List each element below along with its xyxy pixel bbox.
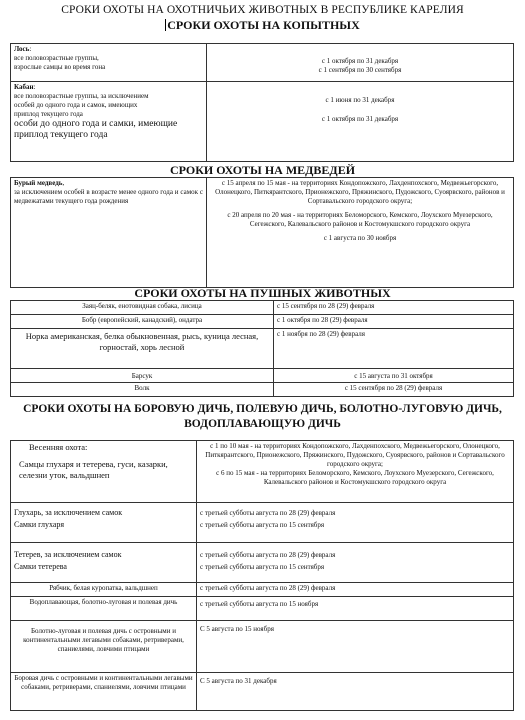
hazel-term: с третьей субботы августа по 28 (29) февраля	[197, 583, 514, 597]
forest-dogs-desc: Боровая дичь с островными и континентальными легавыми собаками, ретриверами, спаниелями, ловчими птицами	[11, 673, 197, 711]
table-row	[11, 329, 514, 369]
capercaillie-cell	[11, 503, 197, 543]
bear-term: с 1 августа по 30 ноября	[323, 234, 397, 242]
bears-section-title: СРОКИ ОХОТЫ НА МЕДВЕДЕЙ	[169, 163, 356, 177]
capercaillie-desc: Глухарь, за исключением самок	[14, 508, 123, 517]
birds-table	[10, 440, 514, 711]
grouse-desc: Тетерев, за исключением самок	[14, 550, 122, 559]
fur-term: с 1 октября по 28 (29) февраля	[274, 315, 514, 329]
grouse-term: с третьей субботы августа по 15 сентября	[200, 563, 325, 571]
boar-term: с 1 октября по 31 декабря	[321, 115, 399, 123]
grouse-term: с третьей субботы августа по 28 (29) февраля	[200, 551, 336, 559]
boar-cell: Кабан: все половозрастные группы, за исключением особей до одного года и самок, имеющих приплод текущего года особи до одного года и самки, имеющие приплод текущего года	[11, 82, 207, 162]
elk-term: с 1 октября по 31 декабря	[321, 57, 399, 65]
grouse-desc: Самки тетерева	[14, 562, 67, 571]
boar-name: Кабан	[14, 83, 34, 91]
water-desc: Водоплавающая, болотно-луговая и полевая дичь	[11, 597, 197, 621]
table-row	[11, 583, 514, 597]
forest-dogs-term: С 5 августа по 31 декабря	[197, 673, 514, 711]
capercaillie-desc: Самки глухаря	[14, 520, 65, 529]
boar-desc: все половозрастные группы, за исключением	[14, 92, 149, 100]
hoofed-section-title	[0, 18, 525, 33]
table-row	[11, 673, 514, 711]
elk-term-cell	[207, 44, 514, 82]
fur-table	[10, 300, 514, 397]
spring-term: с 1 по 10 мая - на территориях Кондопожского, Лахденпохского, Медвежьегорского, Олонецкого, Питкярантского, Прионежского, Пряжинского, Пудожского, Суоярвского, районов и Сортавальского городского округа;	[205, 442, 505, 468]
table-row	[11, 44, 514, 82]
marsh-dogs-term: С 5 августа по 15 ноября	[197, 621, 514, 673]
marsh-dogs-desc: Болотно-луговая и полевая дичь с островными и континентальными легавыми собаками, ретриверами, спаниелями, ловчими птицами	[11, 621, 197, 673]
table-row	[11, 543, 514, 583]
boar-desc: особи до одного года и самки, имеющие	[14, 119, 178, 129]
hoofed-table	[10, 43, 514, 162]
table-row	[11, 441, 514, 503]
boar-desc: приплод текущего года	[14, 110, 83, 118]
capercaillie-term: с третьей субботы августа по 15 сентября	[200, 521, 325, 529]
spring-cell	[11, 441, 197, 503]
table-row	[11, 597, 514, 621]
table-row	[11, 82, 514, 162]
fur-animal: Волк	[11, 383, 274, 397]
birds-section-title-line2: ВОДОПЛАВАЮЩУЮ ДИЧЬ	[184, 418, 341, 430]
bear-desc: за исключением особей в возрасте менее одного года и самок с медвежатами текущего года рождения	[14, 188, 203, 205]
bear-name: Бурый медведь	[14, 179, 63, 187]
bears-table	[10, 177, 514, 288]
fur-term: с 15 сентября по 28 (29) февраля	[274, 301, 514, 315]
grouse-term-cell	[197, 543, 514, 583]
table-row	[11, 178, 514, 288]
spring-label: Весенняя охота:	[29, 442, 88, 452]
table-row	[11, 315, 514, 329]
fur-term: с 15 сентября по 28 (29) февраля	[274, 383, 514, 397]
grouse-cell	[11, 543, 197, 583]
table-row	[11, 503, 514, 543]
boar-term-cell	[207, 82, 514, 162]
birds-section-title-line1: СРОКИ ОХОТЫ НА БОРОВУЮ ДИЧЬ, ПОЛЕВУЮ ДИЧЬ, БОЛОТНО-ЛУГОВУЮ ДИЧЬ,	[23, 403, 502, 415]
fur-term: с 1 ноября по 28 (29) февраля	[274, 329, 514, 369]
elk-desc: все половозрастные группы,	[14, 54, 99, 62]
fur-animal: Норка американская, белка обыкновенная, рысь, куница лесная, горностай, хорь лесной	[11, 329, 274, 369]
hoofed-title-text: СРОКИ ОХОТЫ НА КОПЫТНЫХ	[167, 18, 360, 32]
table-row	[11, 301, 514, 315]
capercaillie-term-cell	[197, 503, 514, 543]
hazel-desc: Рябчик, белая куропатка, вальдшнеп	[11, 583, 197, 597]
table-row	[11, 621, 514, 673]
bear-term: с 15 апреля по 15 мая - на территориях Кондопожского, Лахденпохского, Медвежьегорского, Олонецкого, Питкярантского, Прионежского, Пряжинского, Пудожского, Суоярвского, районов и Сортавальского городского округа;	[215, 179, 505, 205]
spring-desc: Самцы глухаря и тетерева, гуси, казарки, селезни уток, вальдшнеп	[19, 459, 168, 480]
capercaillie-term: с третьей субботы августа по 28 (29) февраля	[200, 509, 336, 517]
bear-term: с 20 апреля по 20 мая - на территориях Беломорского, Кемского, Лоухского Муезерского, Сегежского, Калевальского районов и Костомукшского городского округа	[227, 211, 493, 228]
bear-cell: Бурый медведь, за исключением особей в возрасте менее одного года и самок с медвежатами текущего года рождения	[11, 178, 207, 288]
elk-cell: Лось: все половозрастные группы, взрослые самцы во время гона	[11, 44, 207, 82]
bear-term-cell	[207, 178, 514, 288]
table-row	[11, 383, 514, 397]
water-term: с третьей субботы августа по 15 ноября	[197, 597, 514, 621]
fur-section-title: СРОКИ ОХОТЫ НА ПУШНЫХ ЖИВОТНЫХ	[134, 286, 391, 300]
elk-desc: взрослые самцы во время гона	[14, 63, 106, 71]
main-title: СРОКИ ОХОТЫ НА ОХОТНИЧЬИХ ЖИВОТНЫХ В РЕСПУБЛИКЕ КАРЕЛИЯ	[61, 4, 464, 16]
boar-desc: особей до одного года и самок, имеющих	[14, 101, 138, 109]
elk-term: с 1 сентября по 30 сентября	[318, 66, 402, 74]
fur-animal: Бобр (европейский, канадский), ондатра	[11, 315, 274, 329]
table-row	[11, 369, 514, 383]
boar-desc: приплод текущего года	[14, 130, 108, 140]
spring-term: с 6 по 15 мая - на территориях Беломорского, Кемского, Лоухского Муезерского, Сегежского, Калевальского районов и Костомукшского городского округа	[216, 469, 494, 486]
fur-animal: Барсук	[11, 369, 274, 383]
elk-name: Лось	[14, 45, 30, 53]
fur-term: с 15 августа по 31 октября	[274, 369, 514, 383]
fur-animal: Заяц-беляк, енотовидная собака, лисица	[11, 301, 274, 315]
boar-term: с 1 июня по 31 декабря	[325, 96, 395, 104]
spring-term-cell	[197, 441, 514, 503]
